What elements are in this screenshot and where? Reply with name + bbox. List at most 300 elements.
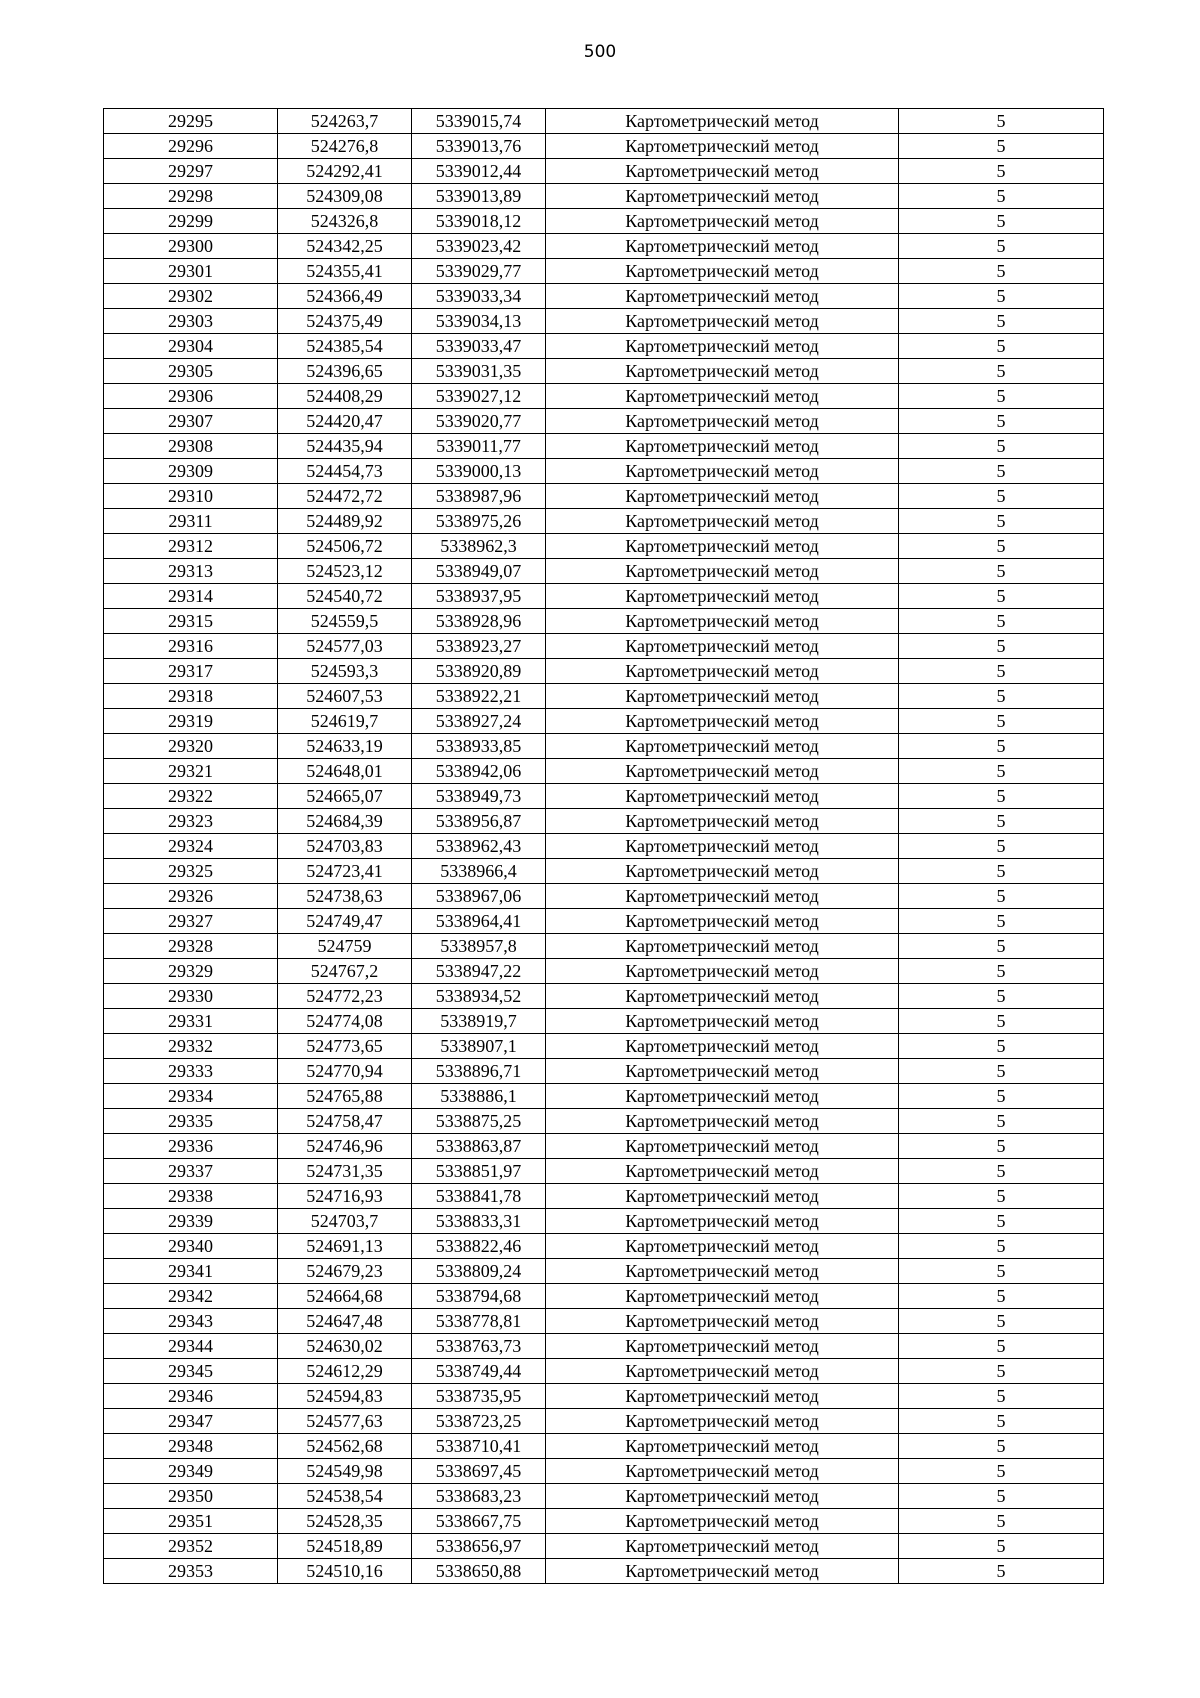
table-row <box>104 259 1104 284</box>
x-coordinate-cell: 524342,25 <box>278 234 412 259</box>
method-cell: Картометрический метод <box>546 784 899 809</box>
x-coordinate-cell: 524774,08 <box>278 1009 412 1034</box>
table-row <box>104 1559 1104 1584</box>
method-cell: Картометрический метод <box>546 1159 899 1184</box>
y-coordinate-cell: 5338710,41 <box>412 1434 546 1459</box>
table-row <box>104 759 1104 784</box>
point-number-cell: 29331 <box>104 1009 278 1034</box>
y-coordinate-cell: 5338907,1 <box>412 1034 546 1059</box>
table-row <box>104 1109 1104 1134</box>
x-coordinate-cell: 524612,29 <box>278 1359 412 1384</box>
method-cell: Картометрический метод <box>546 1309 899 1334</box>
accuracy-cell: 5 <box>899 1359 1104 1384</box>
accuracy-cell: 5 <box>899 509 1104 534</box>
x-coordinate-cell: 524703,83 <box>278 834 412 859</box>
x-coordinate-cell: 524538,54 <box>278 1484 412 1509</box>
point-number-cell: 29316 <box>104 634 278 659</box>
accuracy-cell: 5 <box>899 1434 1104 1459</box>
page-number: 500 <box>583 42 617 62</box>
point-number-cell: 29326 <box>104 884 278 909</box>
x-coordinate-cell: 524723,41 <box>278 859 412 884</box>
method-cell: Картометрический метод <box>546 659 899 684</box>
method-cell: Картометрический метод <box>546 1209 899 1234</box>
point-number-cell: 29317 <box>104 659 278 684</box>
point-number-cell: 29330 <box>104 984 278 1009</box>
accuracy-cell: 5 <box>899 659 1104 684</box>
x-coordinate-cell: 524408,29 <box>278 384 412 409</box>
y-coordinate-cell: 5338778,81 <box>412 1309 546 1334</box>
y-coordinate-cell: 5339020,77 <box>412 409 546 434</box>
accuracy-cell: 5 <box>899 1334 1104 1359</box>
accuracy-cell: 5 <box>899 1159 1104 1184</box>
accuracy-cell: 5 <box>899 1309 1104 1334</box>
y-coordinate-cell: 5338933,85 <box>412 734 546 759</box>
table-row <box>104 1334 1104 1359</box>
table-row <box>104 1359 1104 1384</box>
x-coordinate-cell: 524523,12 <box>278 559 412 584</box>
accuracy-cell: 5 <box>899 684 1104 709</box>
accuracy-cell: 5 <box>899 1109 1104 1134</box>
table-row <box>104 234 1104 259</box>
x-coordinate-cell: 524665,07 <box>278 784 412 809</box>
point-number-cell: 29344 <box>104 1334 278 1359</box>
y-coordinate-cell: 5338957,8 <box>412 934 546 959</box>
table-row <box>104 484 1104 509</box>
y-coordinate-cell: 5338667,75 <box>412 1509 546 1534</box>
table-row <box>104 359 1104 384</box>
method-cell: Картометрический метод <box>546 1234 899 1259</box>
point-number-cell: 29300 <box>104 234 278 259</box>
x-coordinate-cell: 524607,53 <box>278 684 412 709</box>
table-row <box>104 1259 1104 1284</box>
point-number-cell: 29325 <box>104 859 278 884</box>
table-row <box>104 784 1104 809</box>
accuracy-cell: 5 <box>899 709 1104 734</box>
x-coordinate-cell: 524664,68 <box>278 1284 412 1309</box>
accuracy-cell: 5 <box>899 609 1104 634</box>
table-row <box>104 609 1104 634</box>
method-cell: Картометрический метод <box>546 109 899 134</box>
method-cell: Картометрический метод <box>546 1259 899 1284</box>
table-row <box>104 709 1104 734</box>
method-cell: Картометрический метод <box>546 759 899 784</box>
accuracy-cell: 5 <box>899 209 1104 234</box>
table-row <box>104 184 1104 209</box>
table-row <box>104 209 1104 234</box>
y-coordinate-cell: 5339013,89 <box>412 184 546 209</box>
point-number-cell: 29343 <box>104 1309 278 1334</box>
method-cell: Картометрический метод <box>546 634 899 659</box>
accuracy-cell: 5 <box>899 234 1104 259</box>
x-coordinate-cell: 524454,73 <box>278 459 412 484</box>
point-number-cell: 29334 <box>104 1084 278 1109</box>
accuracy-cell: 5 <box>899 309 1104 334</box>
y-coordinate-cell: 5338956,87 <box>412 809 546 834</box>
point-number-cell: 29338 <box>104 1184 278 1209</box>
y-coordinate-cell: 5338923,27 <box>412 634 546 659</box>
table-row <box>104 1284 1104 1309</box>
x-coordinate-cell: 524420,47 <box>278 409 412 434</box>
table-row <box>104 1409 1104 1434</box>
method-cell: Картометрический метод <box>546 284 899 309</box>
y-coordinate-cell: 5338809,24 <box>412 1259 546 1284</box>
x-coordinate-cell: 524738,63 <box>278 884 412 909</box>
table-row <box>104 559 1104 584</box>
y-coordinate-cell: 5339033,47 <box>412 334 546 359</box>
point-number-cell: 29329 <box>104 959 278 984</box>
point-number-cell: 29352 <box>104 1534 278 1559</box>
accuracy-cell: 5 <box>899 484 1104 509</box>
point-number-cell: 29350 <box>104 1484 278 1509</box>
x-coordinate-cell: 524549,98 <box>278 1459 412 1484</box>
point-number-cell: 29345 <box>104 1359 278 1384</box>
y-coordinate-cell: 5338966,4 <box>412 859 546 884</box>
method-cell: Картометрический метод <box>546 609 899 634</box>
table-row <box>104 1384 1104 1409</box>
y-coordinate-cell: 5338942,06 <box>412 759 546 784</box>
table-row <box>104 434 1104 459</box>
y-coordinate-cell: 5338794,68 <box>412 1284 546 1309</box>
method-cell: Картометрический метод <box>546 1359 899 1384</box>
method-cell: Картометрический метод <box>546 1484 899 1509</box>
x-coordinate-cell: 524648,01 <box>278 759 412 784</box>
point-number-cell: 29303 <box>104 309 278 334</box>
x-coordinate-cell: 524577,63 <box>278 1409 412 1434</box>
point-number-cell: 29297 <box>104 159 278 184</box>
accuracy-cell: 5 <box>899 884 1104 909</box>
x-coordinate-cell: 524684,39 <box>278 809 412 834</box>
point-number-cell: 29342 <box>104 1284 278 1309</box>
y-coordinate-cell: 5338749,44 <box>412 1359 546 1384</box>
accuracy-cell: 5 <box>899 1284 1104 1309</box>
method-cell: Картометрический метод <box>546 1184 899 1209</box>
method-cell: Картометрический метод <box>546 734 899 759</box>
accuracy-cell: 5 <box>899 184 1104 209</box>
point-number-cell: 29311 <box>104 509 278 534</box>
point-number-cell: 29322 <box>104 784 278 809</box>
x-coordinate-cell: 524746,96 <box>278 1134 412 1159</box>
point-number-cell: 29295 <box>104 109 278 134</box>
accuracy-cell: 5 <box>899 459 1104 484</box>
y-coordinate-cell: 5338987,96 <box>412 484 546 509</box>
method-cell: Картометрический метод <box>546 859 899 884</box>
method-cell: Картометрический метод <box>546 709 899 734</box>
table-row <box>104 509 1104 534</box>
accuracy-cell: 5 <box>899 334 1104 359</box>
x-coordinate-cell: 524770,94 <box>278 1059 412 1084</box>
point-number-cell: 29349 <box>104 1459 278 1484</box>
table-row <box>104 734 1104 759</box>
point-number-cell: 29348 <box>104 1434 278 1459</box>
y-coordinate-cell: 5339011,77 <box>412 434 546 459</box>
point-number-cell: 29306 <box>104 384 278 409</box>
x-coordinate-cell: 524309,08 <box>278 184 412 209</box>
accuracy-cell: 5 <box>899 1384 1104 1409</box>
y-coordinate-cell: 5338922,21 <box>412 684 546 709</box>
y-coordinate-cell: 5338928,96 <box>412 609 546 634</box>
method-cell: Картометрический метод <box>546 934 899 959</box>
table-row <box>104 1534 1104 1559</box>
method-cell: Картометрический метод <box>546 809 899 834</box>
accuracy-cell: 5 <box>899 834 1104 859</box>
point-number-cell: 29335 <box>104 1109 278 1134</box>
table-row <box>104 1509 1104 1534</box>
point-number-cell: 29346 <box>104 1384 278 1409</box>
method-cell: Картометрический метод <box>546 1459 899 1484</box>
table-row <box>104 1134 1104 1159</box>
accuracy-cell: 5 <box>899 859 1104 884</box>
accuracy-cell: 5 <box>899 959 1104 984</box>
y-coordinate-cell: 5338851,97 <box>412 1159 546 1184</box>
x-coordinate-cell: 524435,94 <box>278 434 412 459</box>
x-coordinate-cell: 524731,35 <box>278 1159 412 1184</box>
y-coordinate-cell: 5338967,06 <box>412 884 546 909</box>
y-coordinate-cell: 5338964,41 <box>412 909 546 934</box>
method-cell: Картометрический метод <box>546 909 899 934</box>
accuracy-cell: 5 <box>899 134 1104 159</box>
x-coordinate-cell: 524489,92 <box>278 509 412 534</box>
point-number-cell: 29314 <box>104 584 278 609</box>
table-row <box>104 809 1104 834</box>
method-cell: Картометрический метод <box>546 484 899 509</box>
table-row <box>104 909 1104 934</box>
accuracy-cell: 5 <box>899 559 1104 584</box>
method-cell: Картометрический метод <box>546 359 899 384</box>
y-coordinate-cell: 5338763,73 <box>412 1334 546 1359</box>
y-coordinate-cell: 5339012,44 <box>412 159 546 184</box>
y-coordinate-cell: 5338822,46 <box>412 1234 546 1259</box>
method-cell: Картометрический метод <box>546 384 899 409</box>
table-row <box>104 1234 1104 1259</box>
table-row <box>104 859 1104 884</box>
table-row <box>104 1009 1104 1034</box>
accuracy-cell: 5 <box>899 384 1104 409</box>
method-cell: Картометрический метод <box>546 1409 899 1434</box>
table-row <box>104 284 1104 309</box>
y-coordinate-cell: 5339031,35 <box>412 359 546 384</box>
accuracy-cell: 5 <box>899 534 1104 559</box>
coordinates-table-body <box>104 109 1104 1584</box>
table-row <box>104 334 1104 359</box>
accuracy-cell: 5 <box>899 159 1104 184</box>
point-number-cell: 29313 <box>104 559 278 584</box>
x-coordinate-cell: 524385,54 <box>278 334 412 359</box>
method-cell: Картометрический метод <box>546 434 899 459</box>
x-coordinate-cell: 524355,41 <box>278 259 412 284</box>
table-row <box>104 959 1104 984</box>
x-coordinate-cell: 524772,23 <box>278 984 412 1009</box>
point-number-cell: 29302 <box>104 284 278 309</box>
method-cell: Картометрический метод <box>546 1109 899 1134</box>
x-coordinate-cell: 524679,23 <box>278 1259 412 1284</box>
accuracy-cell: 5 <box>899 784 1104 809</box>
point-number-cell: 29308 <box>104 434 278 459</box>
point-number-cell: 29324 <box>104 834 278 859</box>
y-coordinate-cell: 5338735,95 <box>412 1384 546 1409</box>
point-number-cell: 29336 <box>104 1134 278 1159</box>
table-row <box>104 984 1104 1009</box>
x-coordinate-cell: 524749,47 <box>278 909 412 934</box>
y-coordinate-cell: 5338962,3 <box>412 534 546 559</box>
accuracy-cell: 5 <box>899 109 1104 134</box>
table-row <box>104 309 1104 334</box>
accuracy-cell: 5 <box>899 909 1104 934</box>
point-number-cell: 29328 <box>104 934 278 959</box>
accuracy-cell: 5 <box>899 284 1104 309</box>
point-number-cell: 29319 <box>104 709 278 734</box>
accuracy-cell: 5 <box>899 734 1104 759</box>
y-coordinate-cell: 5338949,73 <box>412 784 546 809</box>
y-coordinate-cell: 5338697,45 <box>412 1459 546 1484</box>
y-coordinate-cell: 5338841,78 <box>412 1184 546 1209</box>
accuracy-cell: 5 <box>899 1534 1104 1559</box>
point-number-cell: 29332 <box>104 1034 278 1059</box>
y-coordinate-cell: 5338975,26 <box>412 509 546 534</box>
table-row <box>104 409 1104 434</box>
point-number-cell: 29304 <box>104 334 278 359</box>
y-coordinate-cell: 5338947,22 <box>412 959 546 984</box>
y-coordinate-cell: 5339029,77 <box>412 259 546 284</box>
y-coordinate-cell: 5338875,25 <box>412 1109 546 1134</box>
x-coordinate-cell: 524518,89 <box>278 1534 412 1559</box>
point-number-cell: 29341 <box>104 1259 278 1284</box>
y-coordinate-cell: 5338962,43 <box>412 834 546 859</box>
accuracy-cell: 5 <box>899 1084 1104 1109</box>
accuracy-cell: 5 <box>899 1559 1104 1584</box>
point-number-cell: 29323 <box>104 809 278 834</box>
method-cell: Картометрический метод <box>546 1084 899 1109</box>
x-coordinate-cell: 524716,93 <box>278 1184 412 1209</box>
point-number-cell: 29327 <box>104 909 278 934</box>
accuracy-cell: 5 <box>899 934 1104 959</box>
accuracy-cell: 5 <box>899 1484 1104 1509</box>
table-row <box>104 1484 1104 1509</box>
table-row <box>104 159 1104 184</box>
x-coordinate-cell: 524510,16 <box>278 1559 412 1584</box>
x-coordinate-cell: 524292,41 <box>278 159 412 184</box>
x-coordinate-cell: 524594,83 <box>278 1384 412 1409</box>
accuracy-cell: 5 <box>899 584 1104 609</box>
y-coordinate-cell: 5338949,07 <box>412 559 546 584</box>
point-number-cell: 29298 <box>104 184 278 209</box>
y-coordinate-cell: 5338927,24 <box>412 709 546 734</box>
table-row <box>104 1059 1104 1084</box>
accuracy-cell: 5 <box>899 259 1104 284</box>
method-cell: Картометрический метод <box>546 584 899 609</box>
x-coordinate-cell: 524540,72 <box>278 584 412 609</box>
method-cell: Картометрический метод <box>546 1059 899 1084</box>
accuracy-cell: 5 <box>899 359 1104 384</box>
x-coordinate-cell: 524263,7 <box>278 109 412 134</box>
x-coordinate-cell: 524647,48 <box>278 1309 412 1334</box>
method-cell: Картометрический метод <box>546 134 899 159</box>
y-coordinate-cell: 5339000,13 <box>412 459 546 484</box>
table-row <box>104 1034 1104 1059</box>
accuracy-cell: 5 <box>899 1209 1104 1234</box>
point-number-cell: 29305 <box>104 359 278 384</box>
accuracy-cell: 5 <box>899 1234 1104 1259</box>
point-number-cell: 29315 <box>104 609 278 634</box>
point-number-cell: 29299 <box>104 209 278 234</box>
method-cell: Картометрический метод <box>546 234 899 259</box>
x-coordinate-cell: 524375,49 <box>278 309 412 334</box>
table-row <box>104 1459 1104 1484</box>
x-coordinate-cell: 524630,02 <box>278 1334 412 1359</box>
x-coordinate-cell: 524703,7 <box>278 1209 412 1234</box>
x-coordinate-cell: 524506,72 <box>278 534 412 559</box>
table-row <box>104 584 1104 609</box>
accuracy-cell: 5 <box>899 1509 1104 1534</box>
table-row <box>104 384 1104 409</box>
accuracy-cell: 5 <box>899 759 1104 784</box>
method-cell: Картометрический метод <box>546 1034 899 1059</box>
y-coordinate-cell: 5338937,95 <box>412 584 546 609</box>
x-coordinate-cell: 524773,65 <box>278 1034 412 1059</box>
y-coordinate-cell: 5339015,74 <box>412 109 546 134</box>
accuracy-cell: 5 <box>899 1034 1104 1059</box>
method-cell: Картометрический метод <box>546 984 899 1009</box>
accuracy-cell: 5 <box>899 1059 1104 1084</box>
point-number-cell: 29309 <box>104 459 278 484</box>
method-cell: Картометрический метод <box>546 409 899 434</box>
x-coordinate-cell: 524767,2 <box>278 959 412 984</box>
x-coordinate-cell: 524559,5 <box>278 609 412 634</box>
x-coordinate-cell: 524276,8 <box>278 134 412 159</box>
point-number-cell: 29321 <box>104 759 278 784</box>
method-cell: Картометрический метод <box>546 834 899 859</box>
x-coordinate-cell: 524472,72 <box>278 484 412 509</box>
accuracy-cell: 5 <box>899 1134 1104 1159</box>
method-cell: Картометрический метод <box>546 559 899 584</box>
point-number-cell: 29310 <box>104 484 278 509</box>
coordinates-table <box>103 108 1104 1584</box>
table-row <box>104 534 1104 559</box>
x-coordinate-cell: 524366,49 <box>278 284 412 309</box>
method-cell: Картометрический метод <box>546 1284 899 1309</box>
method-cell: Картометрический метод <box>546 534 899 559</box>
method-cell: Картометрический метод <box>546 184 899 209</box>
table-row <box>104 934 1104 959</box>
point-number-cell: 29337 <box>104 1159 278 1184</box>
accuracy-cell: 5 <box>899 1259 1104 1284</box>
x-coordinate-cell: 524326,8 <box>278 209 412 234</box>
table-row <box>104 1309 1104 1334</box>
table-row <box>104 684 1104 709</box>
x-coordinate-cell: 524633,19 <box>278 734 412 759</box>
point-number-cell: 29296 <box>104 134 278 159</box>
table-row <box>104 109 1104 134</box>
method-cell: Картометрический метод <box>546 459 899 484</box>
method-cell: Картометрический метод <box>546 959 899 984</box>
table-row <box>104 659 1104 684</box>
method-cell: Картометрический метод <box>546 1559 899 1584</box>
y-coordinate-cell: 5338920,89 <box>412 659 546 684</box>
accuracy-cell: 5 <box>899 809 1104 834</box>
table-row <box>104 134 1104 159</box>
point-number-cell: 29318 <box>104 684 278 709</box>
y-coordinate-cell: 5338886,1 <box>412 1084 546 1109</box>
accuracy-cell: 5 <box>899 434 1104 459</box>
x-coordinate-cell: 524765,88 <box>278 1084 412 1109</box>
method-cell: Картометрический метод <box>546 334 899 359</box>
x-coordinate-cell: 524593,3 <box>278 659 412 684</box>
point-number-cell: 29339 <box>104 1209 278 1234</box>
x-coordinate-cell: 524691,13 <box>278 1234 412 1259</box>
y-coordinate-cell: 5338683,23 <box>412 1484 546 1509</box>
y-coordinate-cell: 5339013,76 <box>412 134 546 159</box>
method-cell: Картометрический метод <box>546 259 899 284</box>
x-coordinate-cell: 524396,65 <box>278 359 412 384</box>
